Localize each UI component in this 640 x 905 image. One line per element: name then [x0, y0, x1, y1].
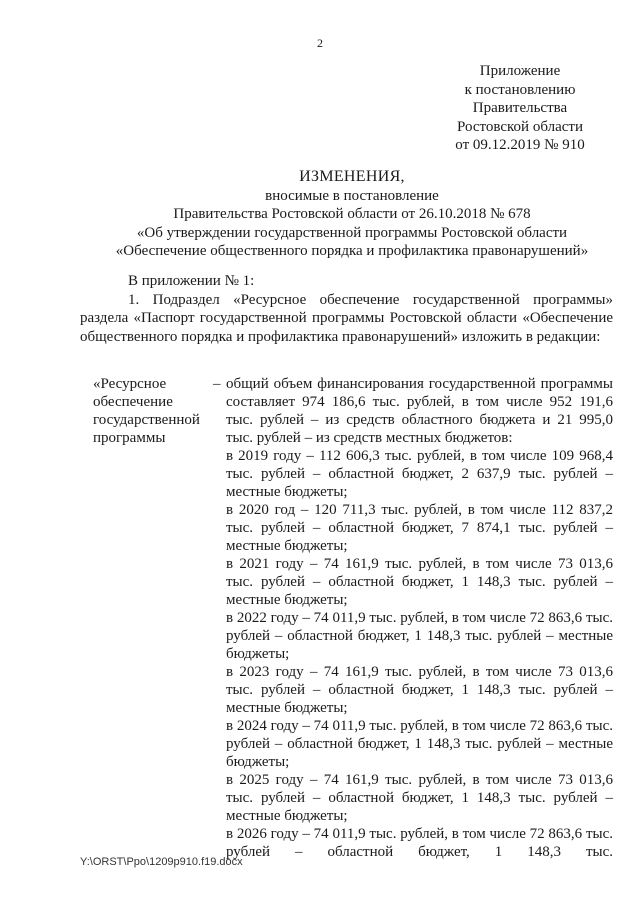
- title-line: «Обеспечение общественного порядка и профилактика правонарушений»: [115, 243, 589, 259]
- resource-label: «Ресурсное обеспечение государственной программы: [93, 376, 200, 446]
- year-entry: в 2020 год – 120 711,3 тыс. рублей, в том числе 112 837,2 тыс. рублей – областной бюджет, 7 874,1 тыс. рублей – местные бюджеты;: [226, 502, 613, 554]
- year-entry: в 2023 году – 74 161,9 тыс. рублей, в том числе 73 013,6 тыс. рублей – областной бюджет, 1 148,3 тыс. рублей – местные бюджеты;: [226, 664, 613, 716]
- year-entry: в 2019 году – 112 606,3 тыс. рублей, в том числе 109 968,4 тыс. рублей – областной бюджет, 2 637,9 тыс. рублей – местные бюджеты;: [226, 448, 613, 500]
- year-entry: в 2021 году – 74 161,9 тыс. рублей, в том числе 73 013,6 тыс. рублей – областной бюджет, 1 148,3 тыс. рублей – местные бюджеты;: [226, 556, 613, 608]
- file-path-footer: Y:\ORST\Ppo\1209p910.f19.docx: [80, 856, 243, 868]
- approval-line: Приложение: [479, 63, 561, 79]
- approval-line: от 09.12.2019 № 910: [455, 137, 585, 153]
- intro-paragraph: В приложении № 1:: [128, 273, 255, 289]
- title-line: вносимые в постановление: [265, 187, 439, 204]
- year-entry: в 2024 году – 74 011,9 тыс. рублей, в том числе 72 863,6 тыс. рублей – областной бюджет, 1 148,3 тыс. рублей – местные бюджеты;: [226, 718, 613, 770]
- intro-paragraph: 1. Подраздел «Ресурсное обеспечение государственной программы» раздела «Паспорт государственной программы Ростовской области «Обеспечение общественного порядка и профилактика правонарушений» изложить в редакции:: [80, 291, 613, 345]
- title-line: Правительства Ростовской области от 26.10.2018 № 678: [173, 206, 531, 222]
- approval-line: Ростовской области: [457, 118, 583, 135]
- year-entry: в 2025 году – 74 161,9 тыс. рублей, в том числе 73 013,6 тыс. рублей – областной бюджет, 1 148,3 тыс. рублей – местные бюджеты;: [226, 772, 613, 824]
- resource-dash: –: [213, 376, 221, 392]
- document-title: [80, 168, 624, 261]
- approval-stamp: [445, 62, 595, 155]
- page-number: 2: [317, 36, 323, 50]
- year-entry: в 2026 году – 74 011,9 тыс. рублей, в том числе 72 863,6 тыс. рублей – областной бюджет, 1 148,3 тыс.: [226, 826, 613, 860]
- intro-section: [80, 272, 613, 346]
- year-entry: в 2022 году – 74 011,9 тыс. рублей, в том числе 72 863,6 тыс. рублей – областной бюджет, 1 148,3 тыс. рублей – местные бюджеты;: [226, 610, 613, 662]
- title-line: «Об утверждении государственной программы Ростовской области: [136, 224, 568, 241]
- approval-line: Правительства: [472, 100, 568, 116]
- resource-body: [226, 375, 613, 861]
- approval-line: к постановлению: [464, 81, 576, 98]
- resource-summary: общий объем финансирования государственной программы составляет 974 186,6 тыс. рублей, в том числе 952 191,6 тыс. рублей – из средств областного бюджета и 21 995,0 тыс. рублей – из средств местных бюджетов:: [226, 376, 613, 446]
- title-heading: ИЗМЕНЕНИЯ,: [299, 168, 405, 185]
- year-list: [226, 447, 613, 861]
